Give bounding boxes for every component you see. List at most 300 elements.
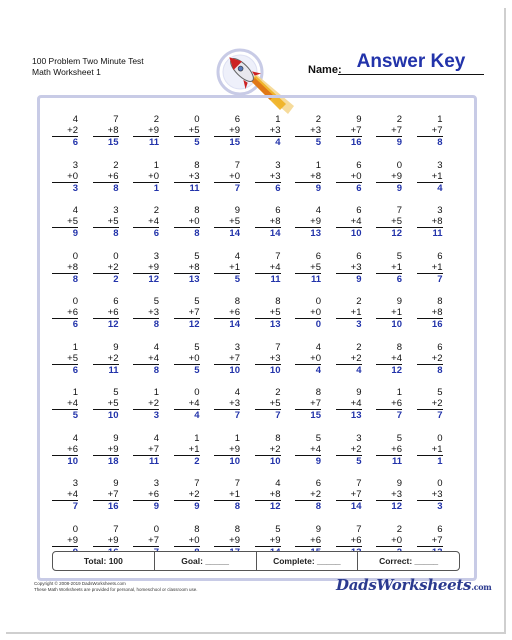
problem-answer: 9 [315,182,321,194]
problem-addend: +3 [133,307,159,319]
problem [255,205,281,239]
problem-top-number: 2 [396,523,402,535]
problem-addend: +9 [214,444,240,456]
problem-top-number: 4 [153,432,159,444]
problem-addend: +7 [295,398,321,410]
problem [52,205,78,239]
problem-addend: +2 [174,489,200,501]
problem-answer: 12 [391,364,402,376]
problem-top-number: 0 [113,250,119,262]
problem-top-number: 6 [437,523,443,535]
problem-answer: 6 [356,182,362,194]
problem [255,478,281,512]
problem [376,478,402,512]
problem-top-number: 0 [72,296,78,307]
problem-answer: 4 [194,410,200,421]
problem-answer: 11 [108,364,119,376]
problem-addend: +7 [133,444,159,456]
problem [255,160,281,194]
problem-addend: +1 [214,489,240,501]
problem-addend: +4 [133,353,159,365]
problem [52,160,78,194]
problem [133,296,159,330]
problem-top-number: 5 [113,387,119,398]
problem-top-number: 8 [194,523,200,535]
problem [336,205,362,239]
problem-addend: +2 [133,398,159,410]
problem-addend: +3 [255,171,281,183]
problem [417,478,443,512]
problem [214,433,240,467]
problem [214,342,240,376]
problem-top-number: 2 [356,296,362,307]
problem-top-number: 8 [234,296,240,307]
problem-addend: +9 [52,535,78,547]
problem-top-number: 2 [153,205,159,216]
problem [417,387,443,421]
problem [255,387,281,421]
problem-addend: +5 [376,216,402,228]
problem-addend: +8 [174,262,200,274]
problem-top-number: 0 [315,296,321,307]
problem [133,387,159,421]
problem-answer: 10 [229,364,240,376]
problem-top-number: 4 [315,205,321,216]
problem-top-number: 7 [113,114,119,125]
problem-top-number: 7 [275,250,281,262]
problem-addend: +9 [133,125,159,137]
problem-top-number: 5 [153,296,159,307]
problem-addend: +0 [214,171,240,183]
problem [133,342,159,376]
problem [174,114,200,148]
problem [93,205,119,239]
problem [336,478,362,512]
problem-top-number: 5 [194,341,200,353]
problem [214,205,240,239]
problem-addend: +6 [52,307,78,319]
problem [133,114,159,148]
problem-top-number: 1 [234,432,240,444]
problem-answer: 5 [72,410,78,421]
problem [417,114,443,148]
problem [417,433,443,467]
problem-top-number: 6 [437,341,443,353]
problem-answer: 12 [148,273,159,285]
problem-answer: 15 [107,137,119,148]
problem-top-number: 4 [72,432,78,444]
problem-answer: 11 [432,228,443,239]
problem [174,251,200,285]
problem [295,342,321,376]
problem [214,114,240,148]
problem-answer: 8 [113,228,119,239]
problem-top-number: 8 [275,296,281,307]
problem-addend: +6 [295,535,321,547]
problem-top-number: 1 [396,387,402,398]
problem-addend: +8 [52,262,78,274]
problem-top-number: 9 [356,387,362,398]
problem-addend: +2 [295,489,321,501]
problem-top-number: 4 [234,387,240,398]
problem-answer: 4 [315,364,321,376]
problem-addend: +5 [93,216,119,228]
problem-top-number: 7 [396,205,402,216]
problem-answer: 14 [229,228,240,239]
problem-addend: +2 [255,444,281,456]
problem-addend: +8 [255,489,281,501]
problem-top-number: 8 [437,296,443,307]
problem-addend: +1 [417,444,443,456]
problem [52,114,78,148]
problem [93,251,119,285]
problem-top-number: 3 [153,250,159,262]
problem [214,160,240,194]
problem-top-number: 3 [275,159,281,171]
problem-top-number: 6 [356,159,362,171]
problem [336,251,362,285]
problem [214,478,240,512]
problem [255,433,281,467]
problem-answer: 9 [194,501,200,512]
problem-answer: 11 [310,273,321,285]
problem-top-number: 5 [315,432,321,444]
problem [52,433,78,467]
problem-answer: 2 [113,273,119,285]
problem-addend: +3 [336,262,362,274]
problem-addend: +2 [417,398,443,410]
problem-answer: 4 [437,182,443,194]
problem [295,205,321,239]
problem-answer: 3 [356,319,362,330]
problem [52,342,78,376]
problem-top-number: 5 [396,432,402,444]
problem-addend: +6 [214,307,240,319]
problem-top-number: 6 [356,205,362,216]
problem [174,205,200,239]
problem-top-number: 4 [275,478,281,489]
problem-top-number: 0 [194,387,200,398]
problem-top-number: 2 [356,341,362,353]
problem-addend: +2 [93,353,119,365]
problem-addend: +1 [376,262,402,274]
problem-answer: 6 [72,364,78,376]
problem-addend: +1 [417,171,443,183]
problem-answer: 3 [153,410,159,421]
problem [93,342,119,376]
problem [174,160,200,194]
problem-answer: 6 [72,319,78,330]
problem-answer: 10 [229,455,240,467]
problem-addend: +7 [214,353,240,365]
problem-answer: 10 [391,319,402,330]
problem-answer: 13 [350,410,362,421]
problem-addend: +6 [93,307,119,319]
problem-top-number: 3 [153,478,159,489]
problem-answer: 15 [310,410,321,421]
problem-top-number: 1 [275,114,281,125]
problem [376,251,402,285]
problem [417,296,443,330]
problem-addend: +3 [255,125,281,137]
total-cell: Total: 100 [53,552,155,570]
problem-addend: +6 [336,535,362,547]
problem-top-number: 2 [153,114,159,125]
problem-addend: +3 [255,353,281,365]
problem [295,478,321,512]
problem-addend: +2 [52,125,78,137]
problem-top-number: 9 [113,432,119,444]
goal-cell: Goal: _____ [155,552,257,570]
problem-addend: +0 [295,353,321,365]
problem-top-number: 1 [194,432,200,444]
problem [255,296,281,330]
copyright-notice [34,581,198,593]
problem [133,478,159,512]
problem-addend: +9 [295,216,321,228]
problem [336,160,362,194]
problem-addend: +5 [52,353,78,365]
problem [174,433,200,467]
problem-answer: 12 [269,501,281,512]
problem-top-number: 2 [275,387,281,398]
problem [52,387,78,421]
problem-answer: 10 [269,455,281,467]
problem-answer: 14 [350,501,362,512]
problem [214,251,240,285]
problem-top-number: 0 [437,478,443,489]
problem-top-number: 0 [437,432,443,444]
problem-answer: 12 [188,319,200,330]
problem-addend: +4 [295,444,321,456]
problem-addend: +5 [255,307,281,319]
problem-answer: 7 [234,182,240,194]
problem-top-number: 3 [437,205,443,216]
problem-top-number: 5 [396,250,402,262]
problem-answer: 11 [148,137,159,148]
problem-top-number: 9 [315,523,321,535]
problem-addend: +7 [174,307,200,319]
problem-addend: +4 [52,489,78,501]
problem [214,387,240,421]
problem-addend: +5 [214,216,240,228]
problem-answer: 1 [437,455,443,467]
problem-addend: +5 [295,262,321,274]
problem-addend: +3 [214,398,240,410]
problem-answer: 7 [72,501,78,512]
problem-top-number: 5 [194,296,200,307]
problem-top-number: 7 [234,159,240,171]
problem-answer: 8 [437,137,443,148]
problem-top-number: 6 [356,250,362,262]
problem-addend: +0 [174,535,200,547]
problem-addend: +0 [133,171,159,183]
problem-answer: 18 [107,455,119,467]
problem [376,387,402,421]
problem-addend: +9 [93,444,119,456]
problem [214,296,240,330]
problem [93,160,119,194]
problem-answer: 3 [437,501,443,512]
problem-addend: +2 [336,444,362,456]
problem-answer: 11 [148,455,159,467]
problem [417,251,443,285]
problem [174,296,200,330]
problem-top-number: 9 [396,296,402,307]
problem-top-number: 7 [194,478,200,489]
problem-addend: +0 [174,216,200,228]
problem-answer: 8 [153,319,159,330]
score-footer [52,551,460,571]
problem-addend: +0 [174,353,200,365]
problem-addend: +6 [52,444,78,456]
problem [417,205,443,239]
problem-top-number: 3 [72,159,78,171]
problem-addend: +0 [295,307,321,319]
problem-top-number: 6 [234,114,240,125]
problem-top-number: 4 [72,205,78,216]
problem [255,114,281,148]
problem-answer: 6 [153,228,159,239]
problem-top-number: 6 [437,250,443,262]
problem-addend: +3 [417,489,443,501]
correct-cell: Correct: _____ [379,556,439,566]
problem-answer: 16 [350,137,362,148]
problem-addend: +0 [336,171,362,183]
problem-top-number: 6 [113,296,119,307]
problem-answer: 1 [153,182,159,194]
problem-top-number: 8 [315,387,321,398]
problem-addend: +7 [336,125,362,137]
problem [376,296,402,330]
problem [174,342,200,376]
problem-top-number: 9 [234,205,240,216]
problem-addend: +9 [376,171,402,183]
problem-top-number: 4 [72,114,78,125]
problem [255,342,281,376]
problem-top-number: 8 [275,432,281,444]
problem-top-number: 6 [315,250,321,262]
complete-cell: Complete: _____ [257,552,359,570]
problem-addend: +6 [376,444,402,456]
worksheet-title-line1: 100 Problem Two Minute Test [32,56,144,66]
problem-answer: 10 [350,228,362,239]
problem-addend: +8 [93,125,119,137]
problem-top-number: 7 [234,478,240,489]
problem-answer: 11 [391,455,402,467]
problem [133,433,159,467]
problem-addend: +6 [376,398,402,410]
problem [295,251,321,285]
problem-addend: +6 [133,489,159,501]
problem-answer: 5 [194,137,200,148]
problem-answer: 11 [270,273,281,285]
problem [336,114,362,148]
problem-answer: 10 [107,410,119,421]
problem-answer: 4 [356,364,362,376]
problem-answer: 8 [234,501,240,512]
problem [174,387,200,421]
problem-addend: +6 [93,171,119,183]
problem [376,205,402,239]
problem-top-number: 7 [356,478,362,489]
problem [336,296,362,330]
problem [417,342,443,376]
worksheet-title-line2: Math Worksheet 1 [32,67,101,77]
problem-answer: 8 [72,273,78,285]
problem-top-number: 8 [396,341,402,353]
problem [93,387,119,421]
problem-answer: 14 [229,319,240,330]
problem-top-number: 0 [153,523,159,535]
problem-addend: +7 [336,489,362,501]
problem [52,251,78,285]
problem-answer: 15 [229,137,240,148]
problem-answer: 8 [153,364,159,376]
problem [133,251,159,285]
problem [295,296,321,330]
problem-top-number: 8 [194,205,200,216]
problem-top-number: 2 [315,114,321,125]
problem-answer: 8 [437,364,443,376]
problem-top-number: 4 [153,341,159,353]
problem-addend: +4 [255,262,281,274]
problem-answer: 8 [315,501,321,512]
problem-addend: +0 [52,171,78,183]
problem [376,433,402,467]
problem-top-number: 9 [396,478,402,489]
problem-top-number: 4 [315,341,321,353]
problem-top-number: 1 [153,159,159,171]
problem-answer: 10 [269,364,281,376]
problem-addend: +0 [376,535,402,547]
worksheet-title [32,56,144,78]
problem-answer: 8 [113,182,119,194]
problem-answer: 10 [67,455,78,467]
problem-top-number: 5 [275,523,281,535]
problem-top-number: 7 [275,341,281,353]
problem-addend: +8 [417,307,443,319]
problem-answer: 16 [107,501,119,512]
problem-answer: 9 [315,455,321,467]
problem-top-number: 1 [153,387,159,398]
problem-addend: +7 [133,535,159,547]
problem-answer: 12 [391,501,402,512]
copyright-line2: These Math Worksheets are provided for personal, homeschool or classroom use. [34,587,198,592]
problem-top-number: 1 [315,159,321,171]
problem-answer: 3 [72,182,78,194]
problem-top-number: 3 [234,341,240,353]
problem-addend: +3 [376,489,402,501]
problem-addend: +8 [255,216,281,228]
problem-top-number: 0 [396,159,402,171]
problem-top-number: 6 [275,205,281,216]
problem [336,387,362,421]
problem-addend: +7 [93,489,119,501]
problem-answer: 11 [189,182,200,194]
problem-addend: +3 [295,125,321,137]
problem-top-number: 3 [437,159,443,171]
problem-addend: +2 [417,353,443,365]
problem-addend: +1 [214,262,240,274]
problem-answer: 7 [396,410,402,421]
problem-answer: 12 [107,319,119,330]
problem-addend: +5 [174,125,200,137]
problem-answer: 13 [188,273,200,285]
problem [52,296,78,330]
problem-top-number: 5 [437,387,443,398]
problem-addend: +4 [52,398,78,410]
